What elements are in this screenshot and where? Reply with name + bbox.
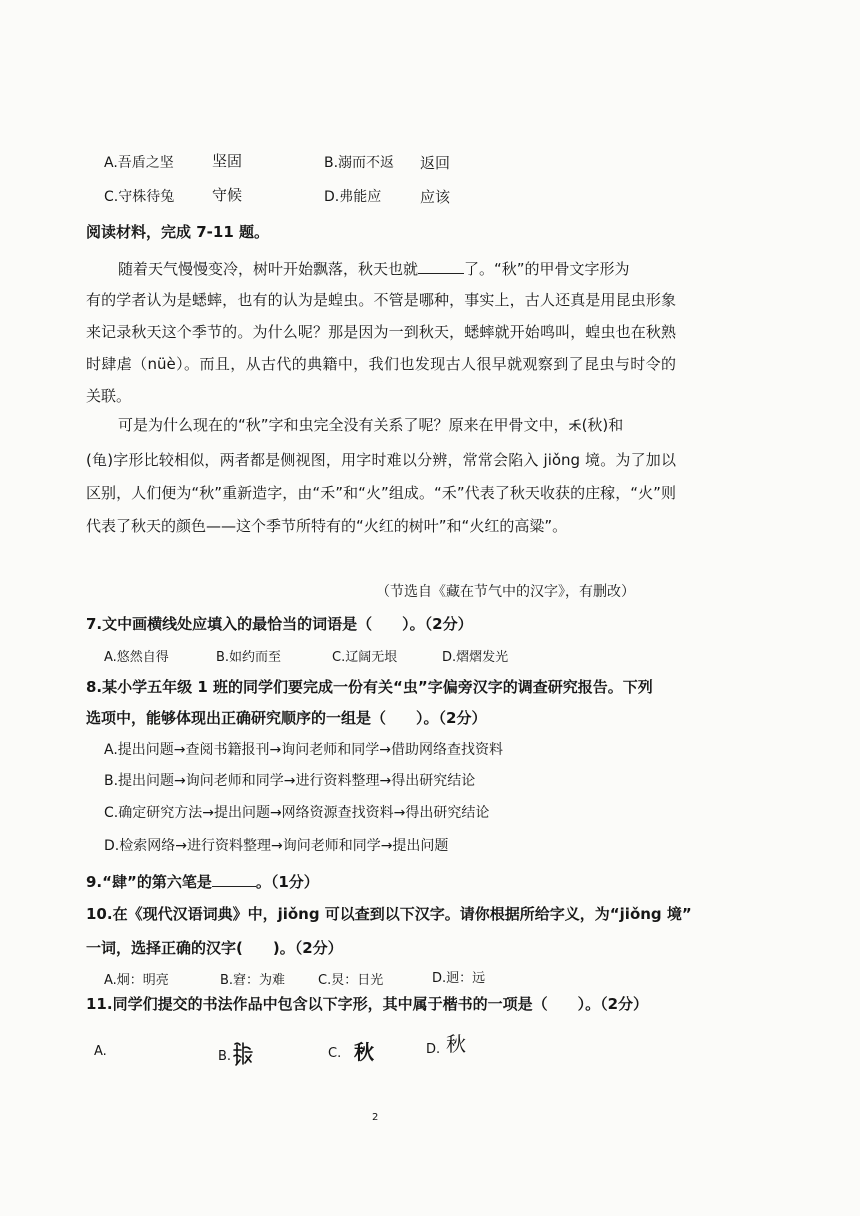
q6-option-d-label: D.弗能应: [324, 189, 382, 205]
q8-stem-line1: 8.某小学五年级 1 班的同学们要完成一份有关“虫”字偏旁汉字的调查研究报告。下列: [86, 678, 653, 696]
q9-stem: [86, 872, 319, 890]
q7-option-a: A.悠然自得: [104, 650, 169, 665]
reading-p1-b: 了。“秋”的甲骨文字形为: [464, 260, 630, 278]
q6-option-d-answer: 应该: [420, 188, 451, 206]
reading-p2-body: (龟)字形比较相似，两者都是侧视图，用字时难以分辨，常常会陷入 jiǒng 境。为了加以区别，人们便为“秋”重新造字，由“禾”和“火”组成。“禾”代表了秋天收获的庄稼，“火”则代表了秋天的颜色——这个季节所特有的“火红的树叶”和“火红的高粱”。: [86, 451, 676, 535]
q7-option-c: C.辽阔无垠: [332, 650, 398, 665]
q11-option-d-glyph: 秋: [446, 1032, 466, 1056]
q8-option-d: D.检索网络→进行资料整理→询问老师和同学→提出问题: [104, 838, 449, 854]
q10-option-b: B.窘：为难: [220, 973, 286, 988]
reading-p2-b: (秋)和: [581, 416, 624, 434]
reading-source: （节选自《藏在节气中的汉字》，有删改）: [376, 584, 635, 600]
reading-p1-start: [118, 259, 630, 277]
reading-p1-body: 有的学者认为是蟋蟀，也有的认为是蝗虫。不管是哪种，事实上，古人还真是用昆虫形象来记录秋天这个季节的。为什么呢？那是因为一到秋天，蟋蟀就开始鸣叫，蝗虫也在秋熟时肆虐（nüè）。而且，从古代的典籍中，我们也发现古人很早就观察到了昆虫与时令的关联。: [86, 291, 676, 405]
q8-stem-line2: 选项中，能够体现出正确研究顺序的一组是（ ）。（2分）: [86, 709, 487, 727]
q11-option-c-glyph: 秋: [354, 1040, 374, 1064]
oracle-bone-qiu-glyph: 𥝌: [568, 419, 582, 434]
q7-option-b: B.如约而至: [216, 650, 282, 665]
q10-stem-line1: 10.在《现代汉语词典》中，jiǒng 可以查到以下汉字。请你根据所给字义，为“jiǒng 境”: [86, 905, 692, 923]
page-number: 2: [372, 1112, 379, 1123]
q6-option-c-label: C.守株待兔: [104, 189, 175, 205]
q11-option-d: D.: [426, 1042, 441, 1057]
q6-option-c-answer: 守候: [212, 186, 243, 204]
q10-stem-line2: 一词，选择正确的汉字( )。（2分）: [86, 939, 343, 957]
q10-option-c: C.炅：日光: [318, 973, 384, 988]
q11-option-c: C.: [328, 1046, 342, 1061]
seal-script-qiu-glyph: [232, 1040, 254, 1066]
q9-stem-a: 9.“肆”的第六笔是: [86, 873, 212, 891]
reading-p2-a: 可是为什么现在的“秋”字和虫完全没有关系了呢？原来在甲骨文中，: [118, 416, 569, 434]
q7-option-d: D.熠熠发光: [442, 650, 509, 665]
q11-option-a: A.: [94, 1044, 107, 1059]
q10-option-d: D.迥：远: [432, 971, 486, 986]
reading-instruction: 阅读材料，完成 7-11 题。: [86, 223, 269, 241]
q11-stem: 11.同学们提交的书法作品中包含以下字形，其中属于楷书的一项是（ ）。（2分）: [86, 995, 649, 1013]
q8-option-b: B.提出问题→询问老师和同学→进行资料整理→得出研究结论: [104, 773, 476, 789]
fill-blank-line: [418, 259, 464, 274]
reading-p2-start: [118, 418, 623, 433]
q6-option-b-label: B.溺而不返: [324, 155, 395, 171]
q9-answer-blank: [212, 872, 256, 887]
q10-option-a: A.炯：明亮: [104, 973, 169, 988]
q11-option-b: B.: [218, 1049, 232, 1064]
q8-option-a: A.提出问题→查阅书籍报刊→询问老师和同学→借助网络查找资料: [104, 742, 503, 758]
q7-stem: 7.文中画横线处应填入的最恰当的词语是（ ）。（2分）: [86, 615, 473, 633]
q6-option-a-answer: 坚固: [212, 152, 243, 170]
q8-option-c: C.确定研究方法→提出问题→网络资源查找资料→得出研究结论: [104, 805, 490, 821]
q6-option-a-label: A.吾盾之坚: [104, 155, 174, 171]
q6-option-b-answer: 返回: [420, 154, 451, 172]
q9-stem-b: 。（1分）: [255, 873, 319, 891]
reading-p1-a: 随着天气慢慢变冷，树叶开始飘落，秋天也就: [118, 260, 419, 278]
